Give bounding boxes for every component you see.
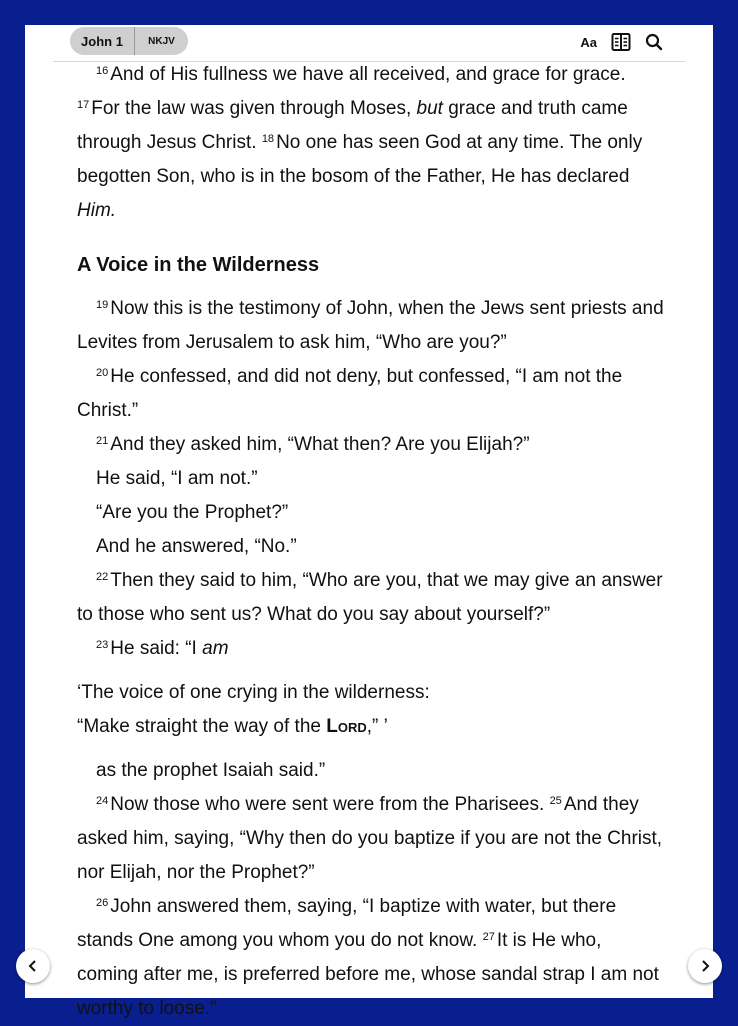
verse-text: No one has seen God at any time. The only begotten Son, who is in the bosom of the Father, He has declared: [77, 132, 643, 187]
italic-text: but: [416, 98, 443, 119]
verse-text: Now this is the testimony of John, when the Jews sent priests and Levites from Jerusalem to ask him, “Who are you?”: [77, 298, 664, 353]
previous-chapter-button[interactable]: [16, 949, 50, 983]
search-icon[interactable]: [645, 30, 663, 54]
poetry-block: [77, 676, 667, 744]
scripture-text: [77, 58, 667, 1026]
verse-paragraph: [77, 788, 667, 890]
italic-text: am: [202, 638, 229, 659]
verse-number: 22: [96, 571, 109, 583]
verse-text: And they asked him, “What then? Are you Elijah?”: [110, 434, 530, 455]
verse-number: 16: [96, 65, 109, 77]
verse-text: grace and truth came through Jesus Christ.: [77, 98, 628, 153]
verse-number: 27: [482, 931, 495, 943]
verse-number: 20: [96, 367, 109, 379]
verse-text: John answered them, saying, “I baptize with water, but there stands One among you whom you do not know.: [77, 896, 617, 951]
toolbar-actions: [580, 30, 663, 54]
verse-paragraph: [77, 632, 667, 666]
verse-paragraph: [77, 428, 667, 462]
verse-text: He confessed, and did not deny, but confessed, “I am not the Christ.”: [77, 366, 623, 421]
section-heading: A Voice in the Wilderness: [77, 254, 320, 276]
verse-text: ,” ’: [366, 716, 388, 737]
poetry-line: [77, 710, 667, 744]
verse-number: 23: [96, 639, 109, 651]
verse-number: 21: [96, 435, 109, 447]
parallel-icon[interactable]: [611, 30, 631, 54]
verse-line: as the prophet Isaiah said.”: [96, 760, 326, 781]
verse-text: And of His fullness we have all received, and grace for grace.: [110, 64, 626, 85]
next-chapter-button[interactable]: [688, 949, 722, 983]
font-size-icon[interactable]: Aa: [580, 34, 597, 50]
verse-number: 18: [261, 133, 275, 145]
verse-number: 25: [549, 795, 562, 807]
verse-text: “Make straight the way of the: [77, 716, 321, 737]
verse-paragraph: [77, 58, 667, 228]
verse-paragraph: [77, 890, 667, 1026]
verse-number: 26: [96, 897, 109, 909]
italic-text: Him.: [77, 200, 117, 221]
verse-line: And he answered, “No.”: [96, 536, 297, 557]
verse-text: He said: “I: [110, 638, 197, 659]
verse-text: And they asked him, saying, “Why then do you baptize if you are not the Christ, nor Elijah, nor the Prophet?”: [77, 794, 663, 883]
verse-text: Now those who were sent were from the Pharisees.: [110, 794, 545, 815]
reader-toolbar: [53, 25, 685, 62]
book-chapter-button[interactable]: John 1: [70, 27, 135, 55]
verse-paragraph: [77, 564, 667, 632]
verse-line: “Are you the Prophet?”: [96, 502, 289, 523]
poetry-line: ‘The voice of one crying in the wilderness:: [77, 682, 430, 703]
verse-text: Then they said to him, “Who are you, that we may give an answer to those who sent us? What do you say about yourself?”: [77, 570, 663, 625]
verse-line: He said, “I am not.”: [96, 468, 258, 489]
verse-paragraph: [77, 360, 667, 428]
chevron-right-icon: [698, 959, 712, 973]
verse-text: It is He who, coming after me, is preferred before me, whose sandal strap I am not worthy to loose.”: [77, 930, 659, 1019]
verse-number: 19: [96, 299, 109, 311]
verse-paragraph: [77, 292, 667, 360]
reference-pill: [70, 27, 188, 55]
verse-number: 24: [96, 795, 109, 807]
reader-page: [25, 25, 713, 1019]
divine-name: Lord: [326, 716, 367, 737]
verse-number: 17: [77, 99, 90, 111]
version-button[interactable]: NKJV: [148, 35, 175, 47]
verse-text: For the law was given through Moses,: [91, 98, 412, 119]
chevron-left-icon: [26, 959, 40, 973]
